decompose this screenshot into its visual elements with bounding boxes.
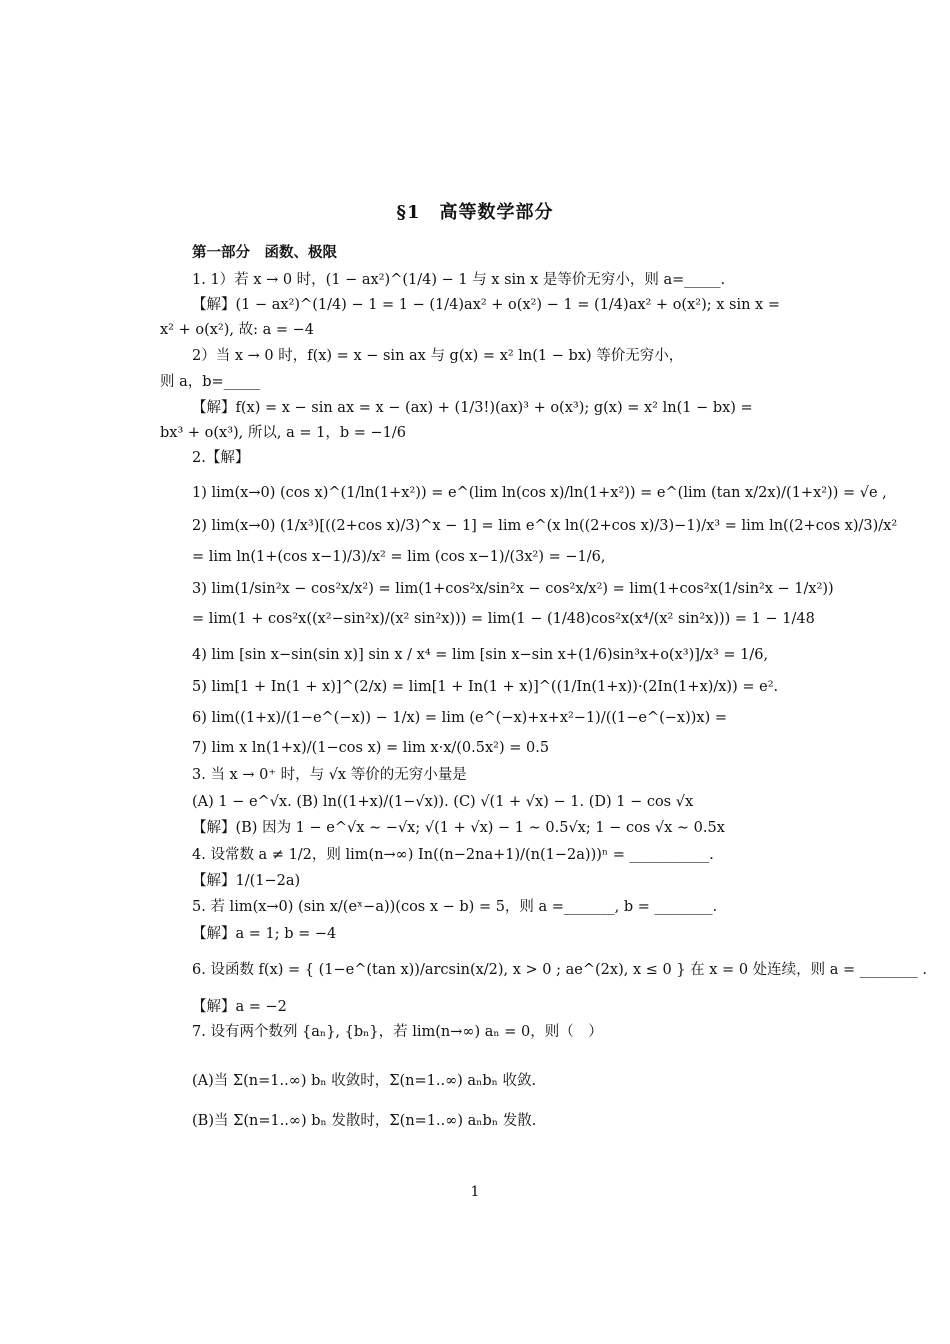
- text-line: 6. 设函数 f(x) = { (1−e^(tan x))/arcsin(x/2), x > 0 ; ae^(2x), x ≤ 0 } 在 x = 0 处连续，则 a = ________ .: [192, 962, 927, 978]
- text-line: 【解】1/(1−2a): [192, 873, 301, 889]
- formula-line: 6) lim((1+x)/(1−e^(−x)) − 1/x) = lim (e^(−x)+x+x²−1)/((1−e^(−x))x) =: [192, 710, 728, 726]
- text-line: 【解】(B) 因为 1 − e^√x ∼ −√x; √(1 + √x) − 1 ∼ 0.5√x; 1 − cos √x ∼ 0.5x: [192, 820, 725, 836]
- text-line: 3. 当 x → 0⁺ 时，与 √x 等价的无穷小量是: [192, 767, 467, 783]
- text-line: 2.【解】: [192, 450, 250, 466]
- text-line: 【解】a = 1; b = −4: [192, 926, 337, 942]
- formula-line: = lim ln(1+(cos x−1)/3)/x² = lim (cos x−1)/(3x²) = −1/6,: [192, 549, 606, 565]
- text-line: bx³ + o(x³), 所以, a = 1，b = −1/6: [160, 425, 406, 441]
- text-line: 【解】a = −2: [192, 999, 287, 1015]
- formula-line: 3) lim(1/sin²x − cos²x/x²) = lim(1+cos²x/sin²x − cos²x/x²) = lim(1+cos²x(1/sin²x − 1/x²)): [192, 581, 834, 597]
- formula-line: 5) lim[1 + In(1 + x)]^(2/x) = lim[1 + In(1 + x)]^((1/In(1+x))·(2In(1+x)/x)) = e².: [192, 679, 779, 695]
- text-line: (A)当 Σ(n=1..∞) bₙ 收敛时，Σ(n=1..∞) aₙbₙ 收敛.: [192, 1073, 537, 1089]
- text-line: 则 a，b=_____: [160, 374, 260, 390]
- text-line: 4. 设常数 a ≠ 1/2，则 lim(n→∞) In((n−2na+1)/(n(1−2a)))ⁿ = ___________.: [192, 847, 714, 863]
- page-title: §1 高等数学部分: [396, 202, 554, 223]
- page-number: 1: [470, 1184, 480, 1200]
- formula-line: 4) lim [sin x−sin(sin x)] sin x / x⁴ = lim [sin x−sin x+(1/6)sin³x+o(x³)]/x³ = 1/6,: [192, 647, 769, 663]
- text-line: (B)当 Σ(n=1..∞) bₙ 发散时，Σ(n=1..∞) aₙbₙ 发散.: [192, 1113, 537, 1129]
- formula-line: 1) lim(x→0) (cos x)^(1/ln(1+x²)) = e^(lim ln(cos x)/ln(1+x²)) = e^(lim (tan x/2x)/(1+x²)) = √e ,: [192, 485, 887, 501]
- section-heading: 第一部分 函数、极限: [192, 244, 337, 261]
- text-line: 【解】f(x) = x − sin ax = x − (ax) + (1/3!)(ax)³ + o(x³); g(x) = x² ln(1 − bx) =: [192, 400, 753, 416]
- text-line: 7. 设有两个数列 {aₙ}, {bₙ}，若 lim(n→∞) aₙ = 0，则（ ）: [192, 1024, 603, 1040]
- text-line: 【解】(1 − ax²)^(1/4) − 1 = 1 − (1/4)ax² + o(x²) − 1 = (1/4)ax² + o(x²); x sin x =: [192, 297, 780, 313]
- text-line: 5. 若 lim(x→0) (sin x/(eˣ−a))(cos x − b) = 5，则 a =_______, b = ________.: [192, 899, 718, 915]
- text-line: (A) 1 − e^√x. (B) ln((1+x)/(1−√x)). (C) √(1 + √x) − 1. (D) 1 − cos √x: [192, 794, 694, 810]
- formula-line: 7) lim x ln(1+x)/(1−cos x) = lim x·x/(0.5x²) = 0.5: [192, 740, 550, 756]
- text-line: x² + o(x²), 故: a = −4: [160, 322, 314, 338]
- formula-line: 2) lim(x→0) (1/x³)[((2+cos x)/3)^x − 1] = lim e^(x ln((2+cos x)/3)−1)/x³ = lim ln((2+cos x)/3)/x²: [192, 518, 898, 534]
- text-line: 2）当 x → 0 时，f(x) = x − sin ax 与 g(x) = x² ln(1 − bx) 等价无穷小，: [192, 348, 684, 364]
- text-line: 1. 1）若 x → 0 时，(1 − ax²)^(1/4) − 1 与 x sin x 是等价无穷小，则 a=_____.: [192, 272, 726, 288]
- formula-line: = lim(1 + cos²x((x²−sin²x)/(x² sin²x))) = lim(1 − (1/48)cos²x(x⁴/(x² sin²x))) = 1 − 1/48: [192, 611, 815, 627]
